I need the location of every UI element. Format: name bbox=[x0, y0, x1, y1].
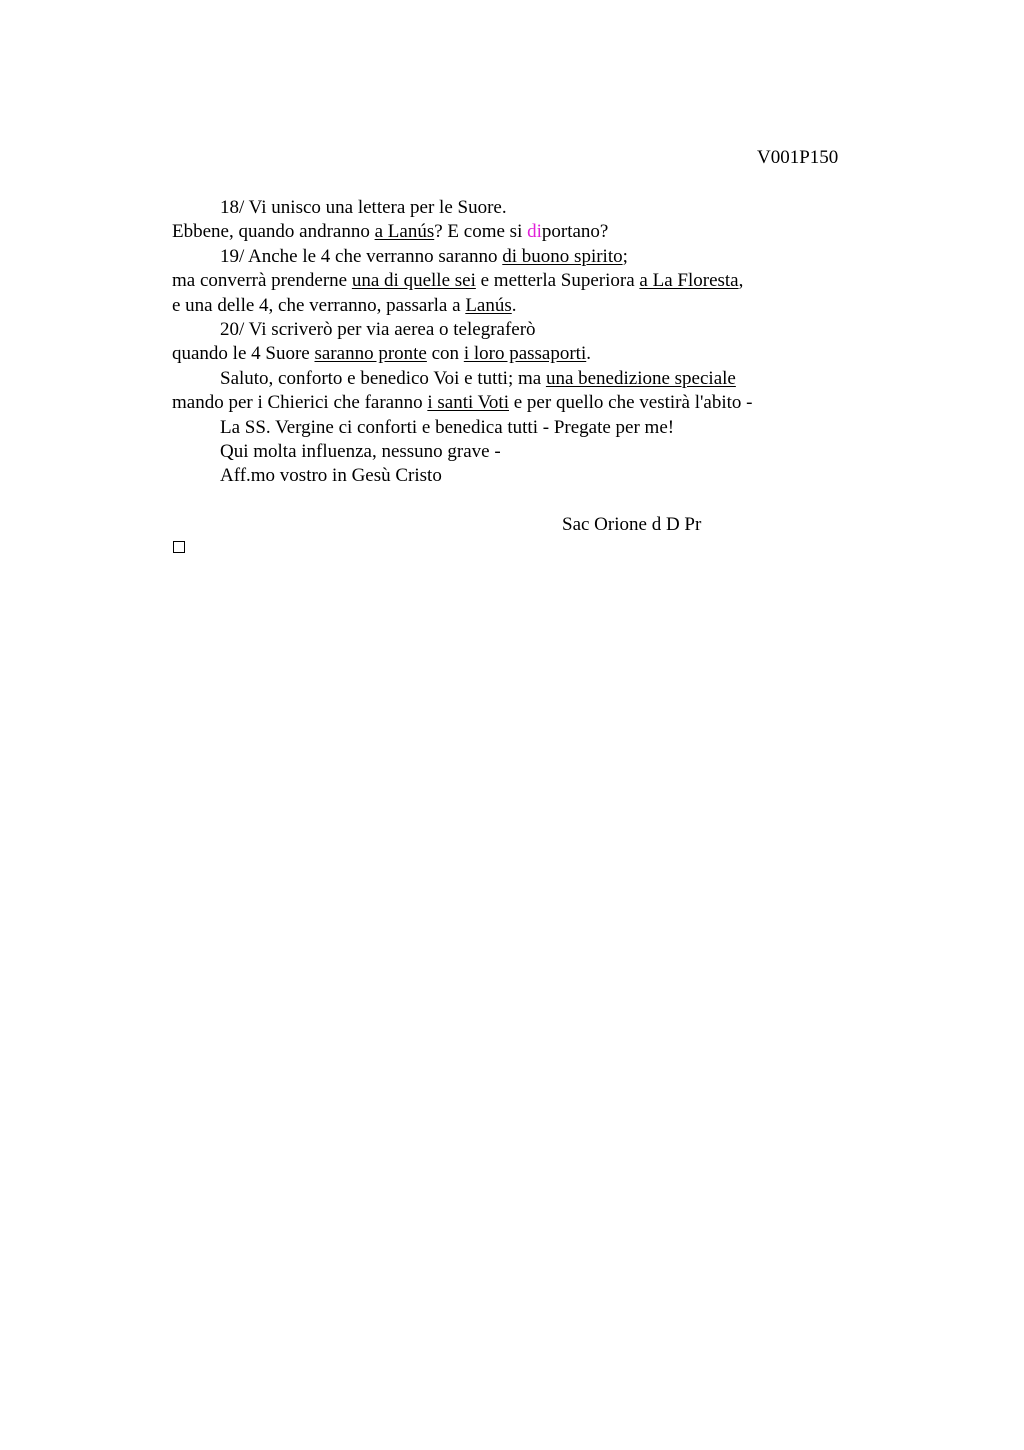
text-run: e una delle 4, che verranno, passarla a bbox=[172, 294, 466, 316]
text-run: mando per i Chierici che faranno bbox=[172, 392, 428, 414]
letter-body bbox=[172, 196, 852, 537]
letter-line bbox=[172, 342, 852, 366]
text-run: quando le 4 Suore bbox=[172, 343, 315, 365]
text-run: . bbox=[586, 343, 591, 365]
underlined-text: i loro passaporti bbox=[463, 343, 587, 365]
letter-line bbox=[172, 416, 852, 440]
text-run: 18/ Vi unisco una lettera per le Suore. bbox=[220, 197, 507, 218]
text-run: Qui molta influenza, nessuno grave - bbox=[220, 440, 501, 462]
letter-line bbox=[172, 220, 852, 244]
letter-line bbox=[172, 245, 852, 269]
letter-line bbox=[172, 269, 852, 293]
letter-line bbox=[172, 294, 852, 318]
text-run: , bbox=[738, 270, 744, 292]
highlighted-text: di bbox=[527, 221, 542, 243]
text-run: . bbox=[511, 294, 517, 316]
text-run: Ebbene, quando andranno bbox=[172, 221, 375, 243]
text-run: 19/ Anche le 4 che verranno saranno bbox=[220, 245, 503, 267]
letter-line bbox=[172, 367, 852, 391]
text-run: portano? bbox=[541, 221, 609, 243]
text-run: e per quello che vestirà l'abito - bbox=[509, 392, 753, 414]
text-run: La SS. Vergine ci conforti e benedica tutti - Pregate per me! bbox=[220, 416, 675, 438]
text-run: Saluto, conforto e benedico Voi e tutti; ma bbox=[220, 367, 546, 389]
underlined-text: di buono spirito bbox=[502, 245, 623, 267]
text-run: Aff.mo vostro in Gesù Cristo bbox=[220, 465, 442, 487]
page-id: V001P150 bbox=[757, 147, 839, 168]
text-run: con bbox=[426, 343, 464, 365]
underlined-text: una benedizione speciale bbox=[545, 367, 736, 389]
text-run: 20/ Vi scriverò per via aerea o telegraferò bbox=[220, 318, 536, 340]
underlined-text: a La Floresta bbox=[639, 270, 739, 292]
letter-line bbox=[172, 318, 852, 342]
letter-line bbox=[172, 391, 852, 415]
letter-line bbox=[172, 440, 852, 464]
letter-line bbox=[172, 196, 852, 220]
signature bbox=[172, 513, 852, 537]
letter-line bbox=[172, 464, 852, 488]
text-run: ? E come si bbox=[434, 221, 528, 243]
underlined-text: Lanús bbox=[465, 294, 512, 316]
empty-square-icon bbox=[173, 541, 185, 553]
signature-text: Sac Orione d D Pr bbox=[562, 514, 702, 536]
text-run: e metterla Superiora bbox=[475, 270, 640, 292]
underlined-text: saranno pronte bbox=[314, 343, 427, 365]
blank-line bbox=[172, 489, 852, 513]
underlined-text: una di quelle sei bbox=[351, 270, 476, 292]
text-run: ma converrà prenderne bbox=[172, 270, 352, 292]
underlined-text: i santi Voti bbox=[427, 392, 509, 414]
text-run: ; bbox=[622, 245, 628, 267]
underlined-text: a Lanús bbox=[374, 221, 435, 243]
